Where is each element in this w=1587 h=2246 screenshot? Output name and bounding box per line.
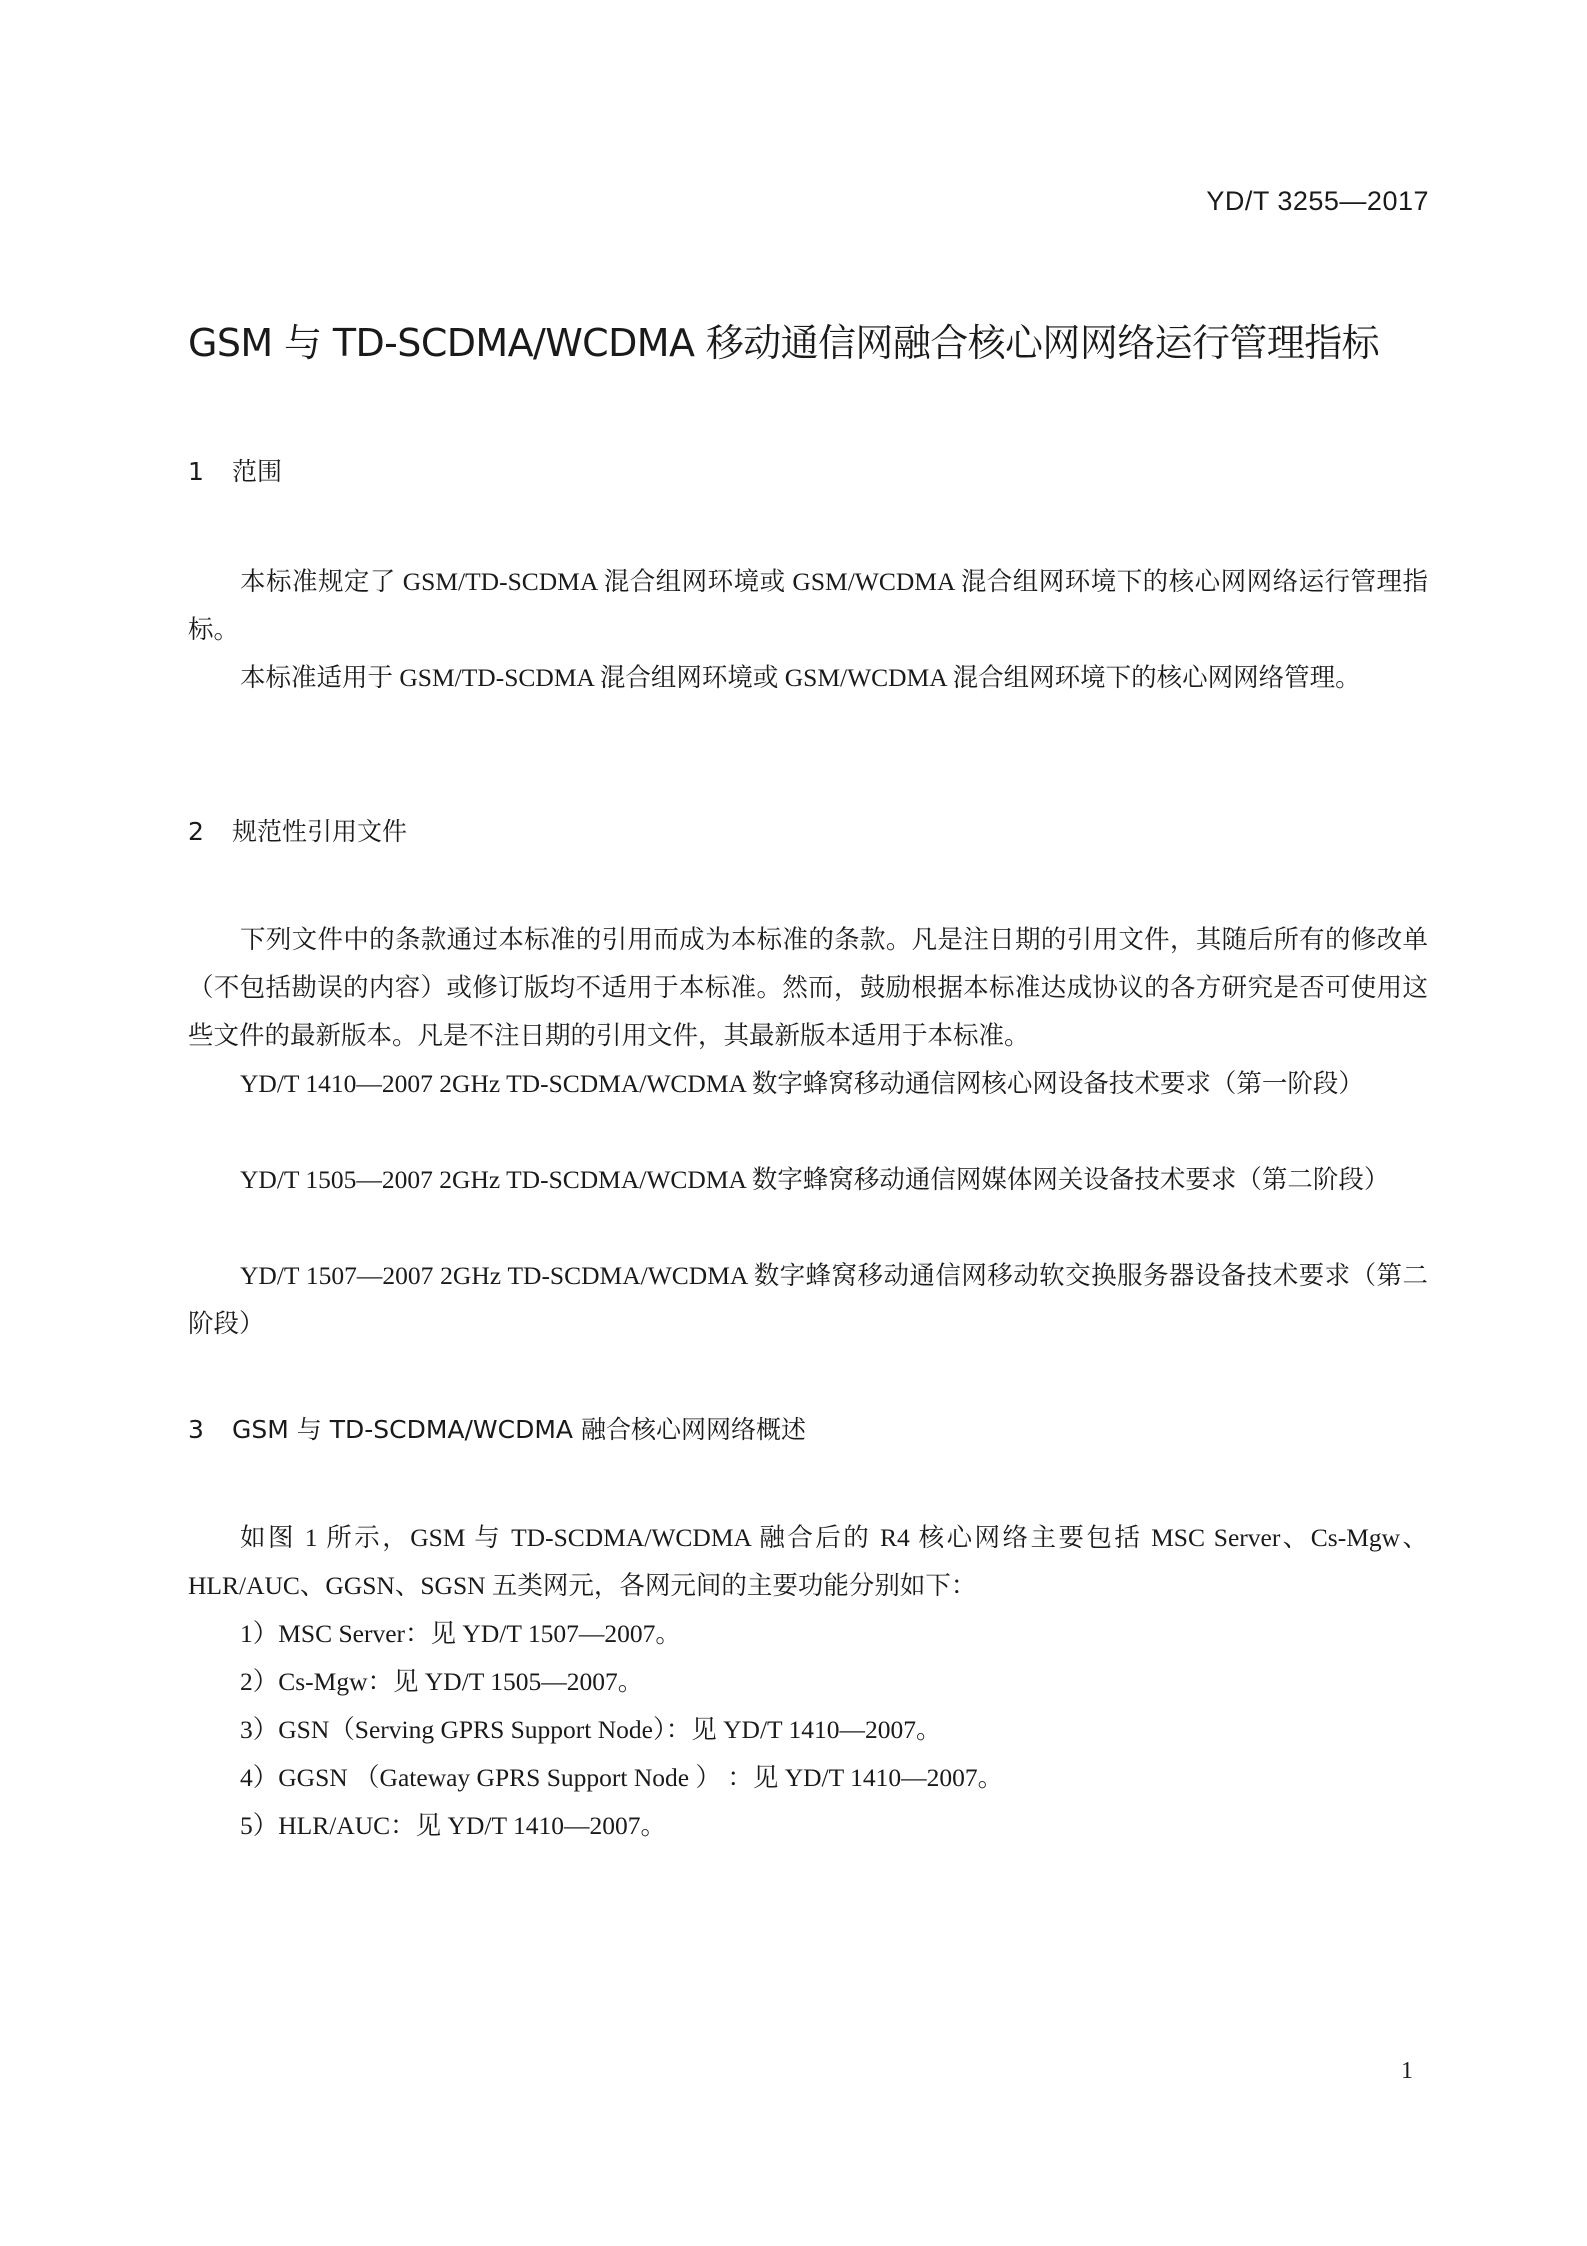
section-3-heading <box>188 1410 806 1446</box>
section-number: 1 <box>188 457 204 486</box>
list-item: 2）Cs-Mgw：见 YD/T 1505—2007。 <box>240 1667 644 1696</box>
page-number: 1 <box>1401 2058 1413 2084</box>
section-title: 规范性引用文件 <box>232 817 408 846</box>
reference-yd-t-1410: YD/T 1410—2007 2GHz TD-SCDMA/WCDMA 数字蜂窝移动通信网核心网设备技术要求（第一阶段） <box>240 1069 1364 1098</box>
document-title: GSM 与 TD-SCDMA/WCDMA 移动通信网融合核心网网络运行管理指标 <box>188 321 1380 365</box>
list-item: 5）HLR/AUC：见 YD/T 1410—2007。 <box>240 1811 666 1840</box>
reference-yd-t-1505: YD/T 1505—2007 2GHz TD-SCDMA/WCDMA 数字蜂窝移动通信网媒体网关设备技术要求（第二阶段） <box>240 1165 1390 1194</box>
section-3-paragraph-1: 如图 1 所示，GSM 与 TD-SCDMA/WCDMA 融合后的 R4 核心网络主要包括 MSC Server、Cs-Mgw、HLR/AUC、GGSN、SGSN 五类网元，各网元间的主要功能分别如下： <box>188 1523 1428 1600</box>
list-item: 3）GSN（Serving GPRS Support Node）：见 YD/T 1410—2007。 <box>240 1715 942 1744</box>
section-number: 2 <box>188 817 204 846</box>
section-title: GSM 与 TD-SCDMA/WCDMA 融合核心网网络概述 <box>232 1415 806 1444</box>
document-code: YD/T 3255—2017 <box>1206 186 1429 216</box>
section-2-paragraph-1: 下列文件中的条款通过本标准的引用而成为本标准的条款。凡是注日期的引用文件，其随后所有的修改单（不包括勘误的内容）或修订版均不适用于本标准。然而，鼓励根据本标准达成协议的各方研究是否可使用这些文件的最新版本。凡是不注日期的引用文件，其最新版本适用于本标准。 <box>188 925 1428 1050</box>
section-title: 范围 <box>232 457 283 486</box>
section-2-heading <box>188 812 407 848</box>
list-item: 4）GGSN （Gateway GPRS Support Node ） ：见 YD/T 1410—2007。 <box>240 1763 1004 1792</box>
list-item: 1）MSC Server：见 YD/T 1507—2007。 <box>240 1619 681 1648</box>
section-1-heading <box>188 452 282 488</box>
section-number: 3 <box>188 1415 204 1444</box>
section-1-paragraph-2: 本标准适用于 GSM/TD-SCDMA 混合组网环境或 GSM/WCDMA 混合组网环境下的核心网网络管理。 <box>240 663 1361 692</box>
section-1-paragraph-1: 本标准规定了 GSM/TD-SCDMA 混合组网环境或 GSM/WCDMA 混合组网环境下的核心网网络运行管理指标。 <box>188 567 1428 644</box>
reference-yd-t-1507: YD/T 1507—2007 2GHz TD-SCDMA/WCDMA 数字蜂窝移动通信网移动软交换服务器设备技术要求（第二阶段） <box>188 1261 1428 1338</box>
